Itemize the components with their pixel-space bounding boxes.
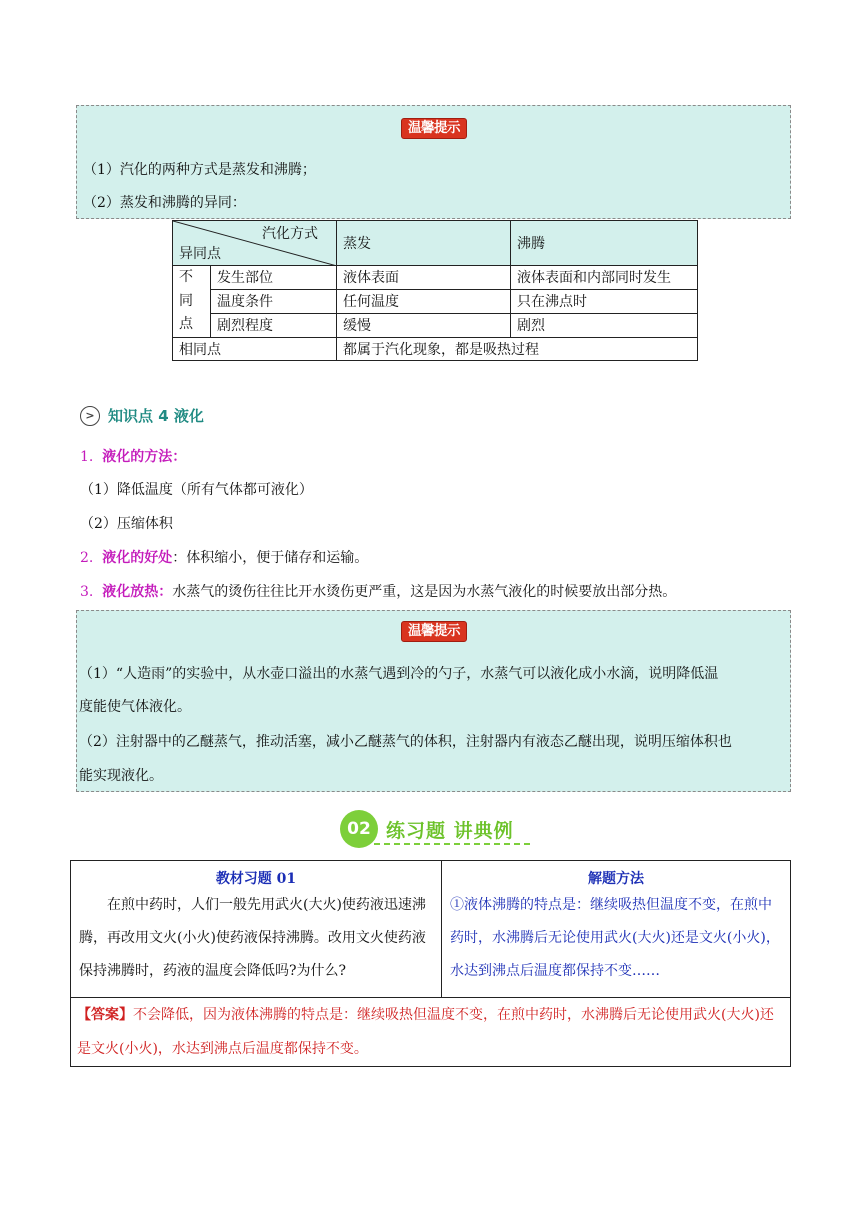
diagonal-header-cell bbox=[173, 221, 337, 266]
header-method: 汽化方式 bbox=[262, 226, 318, 242]
header-aspect: 异同点 bbox=[179, 246, 221, 262]
tip-badge: 温馨提示 bbox=[401, 621, 467, 642]
point-1a: （1）降低温度（所有气体都可液化） bbox=[80, 482, 313, 498]
section-title: 知识点 4 液化 bbox=[108, 407, 204, 425]
tip-box-1 bbox=[76, 105, 791, 219]
same-value: 都属于汽化现象，都是吸热过程 bbox=[337, 337, 698, 360]
chevron-circle-icon: > bbox=[80, 406, 100, 426]
tip-box-2 bbox=[76, 610, 791, 792]
tip-line: （1）“人造雨”的实验中，从水壶口溢出的水蒸气遇到冷的勺子，水蒸气可以液化成小水滴，说明降低温 bbox=[79, 666, 719, 682]
question-cell bbox=[71, 861, 442, 998]
method-cell bbox=[442, 861, 791, 998]
diff-label: 不 同 点 bbox=[173, 266, 211, 338]
table-cell: 温度条件 bbox=[211, 289, 337, 313]
point-1b: （2）压缩体积 bbox=[80, 516, 173, 532]
table-cell: 发生部位 bbox=[211, 266, 337, 290]
table-cell: 剧烈程度 bbox=[211, 313, 337, 337]
table-cell: 液体表面 bbox=[337, 266, 511, 290]
evaporation-boiling-table bbox=[172, 220, 698, 361]
question-text: 在煎中药时，人们一般先用武火(大火)使药液迅速沸腾，再改用文火(小火)使药液保持沸腾。改用文火使药液保持沸腾时，药液的温度会降低吗?为什么? bbox=[79, 897, 426, 979]
point-1: 1. 液化的方法： bbox=[80, 449, 187, 465]
tip-line: （1）汽化的两种方式是蒸发和沸腾； bbox=[83, 162, 316, 178]
point-3: 3. 液化放热：水蒸气的烫伤往往比开水烫伤更严重，这是因为水蒸气液化的时候要放出部分热。 bbox=[80, 584, 677, 600]
table-cell: 只在沸点时 bbox=[511, 289, 698, 313]
header-boiling: 沸腾 bbox=[511, 221, 698, 266]
section-heading bbox=[80, 405, 204, 426]
banner-number: 02 bbox=[340, 810, 378, 848]
exercise-table bbox=[70, 860, 791, 1067]
tip-line: 能实现液化。 bbox=[79, 768, 163, 784]
table-cell: 任何温度 bbox=[337, 289, 511, 313]
same-label: 相同点 bbox=[173, 337, 337, 360]
header-evaporation: 蒸发 bbox=[337, 221, 511, 266]
tip-line: 度能使气体液化。 bbox=[79, 699, 191, 715]
method-text: ①液体沸腾的特点是：继续吸热但温度不变，在煎中药时，水沸腾后无论使用武火(大火)还是文火(小火)，水达到沸点后温度都保持不变…… bbox=[450, 897, 780, 979]
table-cell: 液体表面和内部同时发生 bbox=[511, 266, 698, 290]
answer-label: 【答案】 bbox=[77, 1007, 133, 1023]
answer-text: 不会降低，因为液体沸腾的特点是：继续吸热但温度不变，在煎中药时，水沸腾后无论使用武火(大火)还是文火(小火)，水达到沸点后温度都保持不变。 bbox=[77, 1007, 774, 1057]
banner-title: 练习题 讲典例 bbox=[386, 819, 514, 842]
tip-line: （2）蒸发和沸腾的异同： bbox=[83, 195, 246, 211]
question-title: 教材习题 01 bbox=[215, 871, 297, 887]
table-cell: 剧烈 bbox=[511, 313, 698, 337]
banner-underline bbox=[374, 843, 530, 845]
answer-cell bbox=[71, 998, 791, 1067]
method-title: 解题方法 bbox=[588, 871, 644, 887]
tip-line: （2）注射器中的乙醚蒸气，推动活塞，减小乙醚蒸气的体积，注射器内有液态乙醚出现，说明压缩体积也 bbox=[79, 734, 732, 750]
point-2: 2. 液化的好处：体积缩小，便于储存和运输。 bbox=[80, 550, 369, 566]
table-cell: 缓慢 bbox=[337, 313, 511, 337]
tip-badge: 温馨提示 bbox=[401, 118, 467, 139]
